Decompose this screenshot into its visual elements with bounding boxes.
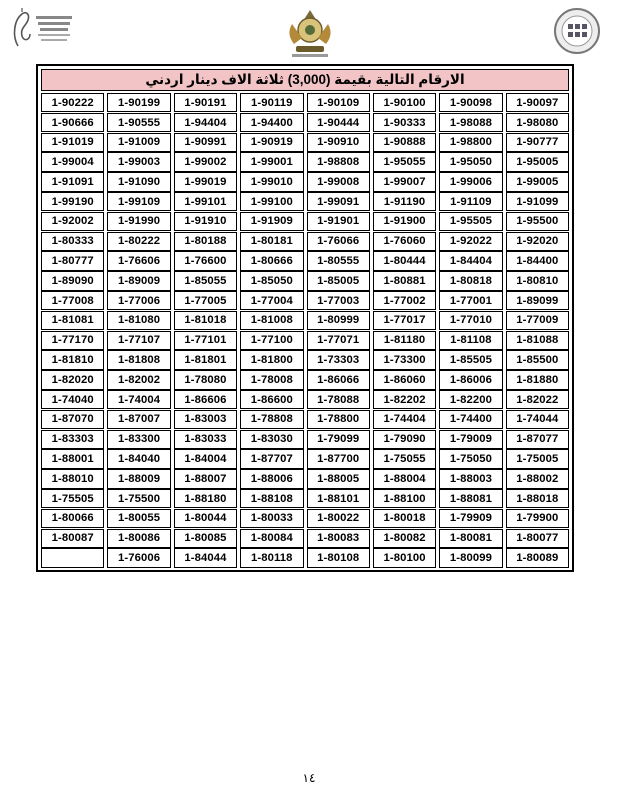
table-cell: 1-80084: [240, 529, 303, 548]
table-cell: 1-82202: [373, 390, 436, 409]
table-cell: 1-83300: [107, 430, 170, 449]
table-cell: 1-88003: [439, 469, 502, 488]
table-cell: 1-89090: [41, 271, 104, 290]
table-cell: 1-80181: [240, 232, 303, 251]
table-cell: 1-80044: [174, 509, 237, 528]
table-cell: 1-77170: [41, 331, 104, 350]
table-cell: 1-90119: [240, 93, 303, 112]
table-cell: 1-82002: [107, 370, 170, 389]
table-cell: 1-80087: [41, 529, 104, 548]
table-cell: 1-77005: [174, 291, 237, 310]
table-cell: 1-81080: [107, 311, 170, 330]
table-cell: 1-80188: [174, 232, 237, 251]
table-cell: 1-86006: [439, 370, 502, 389]
table-cell: 1-88010: [41, 469, 104, 488]
table-cell: 1-90910: [307, 133, 370, 152]
table-cell: 1-81081: [41, 311, 104, 330]
table-cell: 1-99006: [439, 172, 502, 191]
table-cell: 1-79900: [506, 509, 569, 528]
table-cell: 1-79090: [373, 430, 436, 449]
award-logo-icon: [8, 6, 78, 52]
table-cell: 1-90991: [174, 133, 237, 152]
table-cell: 1-90100: [373, 93, 436, 112]
table-cell: 1-80555: [307, 251, 370, 270]
table-cell: 1-91090: [107, 172, 170, 191]
table-cell: 1-91910: [174, 212, 237, 231]
table-cell: 1-75055: [373, 449, 436, 468]
table-cell: 1-80999: [307, 311, 370, 330]
table-cell: 1-90222: [41, 93, 104, 112]
table-cell: 1-79099: [307, 430, 370, 449]
table-cell: 1-94400: [240, 113, 303, 132]
table-cell: 1-81018: [174, 311, 237, 330]
table-cell: 1-76006: [107, 548, 170, 567]
table-cell: 1-74004: [107, 390, 170, 409]
table-cell: 1-91990: [107, 212, 170, 231]
table-cell: 1-80881: [373, 271, 436, 290]
table-title: الارقام التالية بقيمة (3,000) ثلاثة الاف دينار اردني: [41, 69, 569, 91]
table-cell: 1-80089: [506, 548, 569, 567]
table-cell: 1-74040: [41, 390, 104, 409]
table-cell: 1-76600: [174, 251, 237, 270]
table-cell: 1-90888: [373, 133, 436, 152]
table-cell: 1-73303: [307, 350, 370, 369]
table-cell: 1-91019: [41, 133, 104, 152]
table-cell: 1-91909: [240, 212, 303, 231]
table-cell: 1-85050: [240, 271, 303, 290]
table-cell: 1-90191: [174, 93, 237, 112]
table-cell: 1-80085: [174, 529, 237, 548]
table-cell: 1-80081: [439, 529, 502, 548]
table-cell: 1-83033: [174, 430, 237, 449]
table-cell: 1-73300: [373, 350, 436, 369]
table-cell: 1-82022: [506, 390, 569, 409]
table-cell: 1-80444: [373, 251, 436, 270]
table-cell: 1-77017: [373, 311, 436, 330]
table-cell: 1-91190: [373, 192, 436, 211]
table-cell: 1-91109: [439, 192, 502, 211]
table-cell: 1-81808: [107, 350, 170, 369]
table-cell: 1-83003: [174, 410, 237, 429]
table-cell: 1-82020: [41, 370, 104, 389]
table-cell: 1-81800: [240, 350, 303, 369]
table-cell: 1-85500: [506, 350, 569, 369]
table-cell: 1-95500: [506, 212, 569, 231]
table-cell: 1-82200: [439, 390, 502, 409]
page-number: ١٤: [302, 771, 316, 785]
table-cell: 1-81008: [240, 311, 303, 330]
table-cell: 1-99002: [174, 152, 237, 171]
table-cell: 1-88100: [373, 489, 436, 508]
table-cell: 1-77008: [41, 291, 104, 310]
table-cell: 1-77009: [506, 311, 569, 330]
table-cell: 1-99005: [506, 172, 569, 191]
table-cell: 1-99008: [307, 172, 370, 191]
table-cell: 1-88101: [307, 489, 370, 508]
table-cell: 1-98800: [439, 133, 502, 152]
table-cell: 1-98080: [506, 113, 569, 132]
table-cell: 1-85055: [174, 271, 237, 290]
table-cell: 1-99190: [41, 192, 104, 211]
table-cell: 1-83030: [240, 430, 303, 449]
table-cell: 1-77003: [307, 291, 370, 310]
table-cell: 1-78808: [240, 410, 303, 429]
table-cell: 1-80018: [373, 509, 436, 528]
table-cell: 1-88180: [174, 489, 237, 508]
table-cell: 1-88005: [307, 469, 370, 488]
table-cell: 1-88007: [174, 469, 237, 488]
table-cell: 1-89009: [107, 271, 170, 290]
table-cell: 1-80222: [107, 232, 170, 251]
table-cell: 1-87007: [107, 410, 170, 429]
table-cell: 1-99100: [240, 192, 303, 211]
table-cell: 1-90444: [307, 113, 370, 132]
table-cell: 1-77004: [240, 291, 303, 310]
table-cell: 1-99007: [373, 172, 436, 191]
table-cell: 1-81088: [506, 331, 569, 350]
table-cell: 1-91091: [41, 172, 104, 191]
table-cell: 1-87700: [307, 449, 370, 468]
table-cell: 1-92002: [41, 212, 104, 231]
table-cell: 1-88004: [373, 469, 436, 488]
table-cell: 1-90777: [506, 133, 569, 152]
table-cell: 1-80100: [373, 548, 436, 567]
table-cell: 1-83303: [41, 430, 104, 449]
table-cell: 1-99003: [107, 152, 170, 171]
jordan-crest-icon: [282, 6, 338, 60]
table-cell: 1-90919: [240, 133, 303, 152]
table-cell: 1-78088: [307, 390, 370, 409]
table-cell: 1-88108: [240, 489, 303, 508]
table-cell: 1-80066: [41, 509, 104, 528]
results-sheet: [36, 64, 574, 572]
table-cell: 1-90098: [439, 93, 502, 112]
table-cell: 1-88081: [439, 489, 502, 508]
table-cell: 1-74400: [439, 410, 502, 429]
table-cell: 1-98088: [439, 113, 502, 132]
table-cell: 1-99001: [240, 152, 303, 171]
table-cell: 1-90555: [107, 113, 170, 132]
table-cell: 1-81108: [439, 331, 502, 350]
table-cell: 1-77001: [439, 291, 502, 310]
table-cell: 1-99091: [307, 192, 370, 211]
table-cell: 1-88006: [240, 469, 303, 488]
table-cell: 1-75500: [107, 489, 170, 508]
table-cell: 1-90199: [107, 93, 170, 112]
table-cell: 1-99004: [41, 152, 104, 171]
table-cell: 1-99101: [174, 192, 237, 211]
table-cell: 1-85505: [439, 350, 502, 369]
table-cell: 1-84040: [107, 449, 170, 468]
table-cell: 1-84400: [506, 251, 569, 270]
table-cell: 1-90109: [307, 93, 370, 112]
table-cell: 1-80810: [506, 271, 569, 290]
table-cell: 1-87077: [506, 430, 569, 449]
table-cell: 1-98808: [307, 152, 370, 171]
table-cell: 1-85005: [307, 271, 370, 290]
table-cell: 1-84004: [174, 449, 237, 468]
table-cell: 1-81180: [373, 331, 436, 350]
table-cell: 1-80818: [439, 271, 502, 290]
table-cell: 1-76060: [373, 232, 436, 251]
table-cell: 1-80666: [240, 251, 303, 270]
table-cell: 1-80777: [41, 251, 104, 270]
table-cell: 1-90666: [41, 113, 104, 132]
table-cell: [41, 548, 104, 567]
table-cell: 1-80108: [307, 548, 370, 567]
table-cell: 1-89099: [506, 291, 569, 310]
table-cell: 1-92022: [439, 232, 502, 251]
table-cell: 1-94404: [174, 113, 237, 132]
table-cell: 1-91900: [373, 212, 436, 231]
table-cell: 1-75050: [439, 449, 502, 468]
table-cell: 1-99010: [240, 172, 303, 191]
table-cell: 1-80033: [240, 509, 303, 528]
table-cell: 1-75005: [506, 449, 569, 468]
table-cell: 1-86066: [307, 370, 370, 389]
table-cell: 1-86600: [240, 390, 303, 409]
table-cell: 1-80022: [307, 509, 370, 528]
shield-grid-icon: [552, 6, 602, 56]
table-cell: 1-76606: [107, 251, 170, 270]
table-cell: 1-88001: [41, 449, 104, 468]
table-cell: 1-80055: [107, 509, 170, 528]
table-cell: 1-88009: [107, 469, 170, 488]
table-cell: 1-80086: [107, 529, 170, 548]
table-cell: 1-86606: [174, 390, 237, 409]
table-cell: 1-90333: [373, 113, 436, 132]
table-cell: 1-80077: [506, 529, 569, 548]
table-cell: 1-77071: [307, 331, 370, 350]
table-cell: 1-77100: [240, 331, 303, 350]
table-cell: 1-81801: [174, 350, 237, 369]
table-cell: 1-78800: [307, 410, 370, 429]
table-cell: 1-78008: [240, 370, 303, 389]
table-cell: 1-77006: [107, 291, 170, 310]
table-cell: 1-76066: [307, 232, 370, 251]
number-grid: [41, 93, 569, 568]
table-cell: 1-87070: [41, 410, 104, 429]
table-cell: 1-80083: [307, 529, 370, 548]
table-cell: 1-80333: [41, 232, 104, 251]
table-cell: 1-95050: [439, 152, 502, 171]
table-cell: 1-78080: [174, 370, 237, 389]
table-cell: 1-75505: [41, 489, 104, 508]
table-cell: 1-81880: [506, 370, 569, 389]
table-cell: 1-79009: [439, 430, 502, 449]
table-cell: 1-81810: [41, 350, 104, 369]
table-cell: 1-77101: [174, 331, 237, 350]
table-cell: 1-91901: [307, 212, 370, 231]
table-cell: 1-88018: [506, 489, 569, 508]
table-cell: 1-87707: [240, 449, 303, 468]
table-cell: 1-77107: [107, 331, 170, 350]
table-cell: 1-99019: [174, 172, 237, 191]
table-cell: 1-80082: [373, 529, 436, 548]
table-cell: 1-84044: [174, 548, 237, 567]
table-cell: 1-90097: [506, 93, 569, 112]
table-cell: 1-95505: [439, 212, 502, 231]
table-cell: 1-91099: [506, 192, 569, 211]
table-cell: 1-88002: [506, 469, 569, 488]
table-cell: 1-84404: [439, 251, 502, 270]
table-cell: 1-77002: [373, 291, 436, 310]
table-cell: 1-95055: [373, 152, 436, 171]
table-cell: 1-80099: [439, 548, 502, 567]
table-cell: 1-95005: [506, 152, 569, 171]
table-cell: 1-74044: [506, 410, 569, 429]
table-cell: 1-79909: [439, 509, 502, 528]
table-cell: 1-91009: [107, 133, 170, 152]
table-cell: 1-99109: [107, 192, 170, 211]
table-cell: 1-74404: [373, 410, 436, 429]
table-cell: 1-80118: [240, 548, 303, 567]
table-cell: 1-86060: [373, 370, 436, 389]
table-cell: 1-92020: [506, 232, 569, 251]
table-cell: 1-77010: [439, 311, 502, 330]
